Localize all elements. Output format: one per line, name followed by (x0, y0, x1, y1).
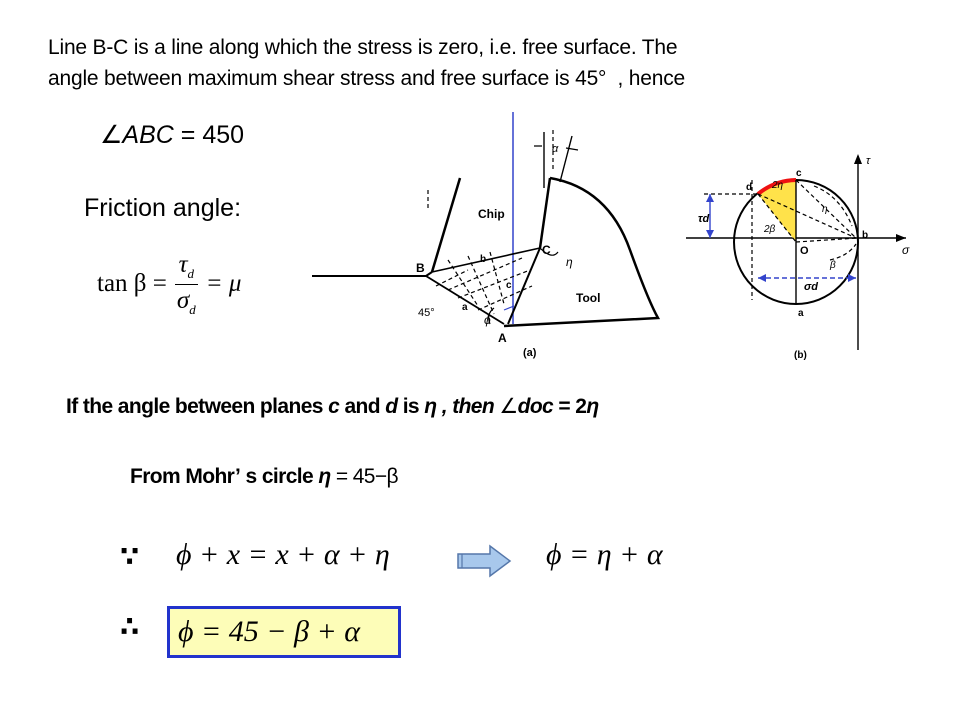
planes-eta: η (424, 395, 437, 418)
angle-abc-statement (100, 120, 244, 150)
mohr-label-b: b (862, 230, 869, 241)
tau-subscript: d (187, 265, 195, 281)
sigma-subscript: d (189, 301, 196, 317)
mohr-label-d: d (746, 182, 753, 193)
stress-fraction (173, 251, 200, 318)
mohr-statement (130, 465, 398, 489)
label-plane-b: b (480, 254, 487, 265)
label-tool: Tool (576, 291, 601, 305)
caption-b: (b) (794, 350, 807, 361)
fraction-numerator (175, 251, 198, 285)
label-eta: η (566, 255, 573, 269)
planes-doc: doc (517, 395, 554, 418)
mohr-text-1: From Mohr’ s circle (130, 465, 319, 488)
mohr-label-c: c (796, 168, 802, 179)
mohr-label-sigma-d: σd (804, 281, 819, 293)
intro-line-2: angle between maximum shear stress and free surface is 45° , hence (48, 67, 685, 90)
mohr-label-2beta: 2β (764, 224, 776, 235)
label-phi: ϕ (484, 313, 491, 327)
mohr-label-origin: O (800, 245, 809, 257)
planes-text-3: is (397, 395, 425, 418)
label-plane-c: c (506, 280, 512, 291)
equation-1: ϕ + x = x + α + η (176, 538, 390, 571)
mohr-label-2eta: 2η (772, 180, 784, 191)
label-chip: Chip (478, 207, 505, 221)
mohr-label-tau-d: τd (698, 213, 710, 225)
mohr-eta: η (318, 465, 331, 488)
planes-text-5: = 2 (553, 395, 587, 418)
planes-angle-symbol: ∠ (499, 395, 518, 418)
result-box (167, 606, 401, 658)
angle-name: ABC (122, 121, 174, 149)
cutting-slip-line-diagram (308, 110, 688, 366)
intro-line-1: Line B-C is a line along which the stress is zero, i.e. free surface. The (48, 36, 678, 59)
mohr-text-2: = 45−β (330, 465, 399, 488)
angle-value: = 450 (173, 121, 245, 149)
planes-text-4: , then (436, 395, 500, 418)
tan-rhs: = μ (205, 270, 242, 297)
right-arrow-icon (456, 544, 512, 578)
plane-c: c (328, 395, 340, 418)
equation-result: ϕ = 45 − β + α (178, 615, 360, 648)
planes-text-2: and (339, 395, 386, 418)
label-alpha: α (552, 143, 559, 155)
caption-a: (a) (523, 347, 537, 359)
planes-eta-2: η (586, 395, 599, 418)
label-point-b: B (416, 261, 425, 275)
label-45-degrees: 45° (418, 307, 435, 319)
planes-statement (66, 394, 599, 419)
axis-tau-label: τ (866, 155, 871, 167)
tan-beta-formula (97, 252, 241, 316)
tan-lhs: tan β = (97, 270, 167, 297)
tau-symbol: τ (178, 250, 188, 278)
axis-sigma-label: σ (902, 243, 910, 257)
mohr-label-eta: η (822, 204, 828, 215)
fraction-denominator (173, 285, 200, 318)
mohr-circle-diagram (680, 150, 920, 364)
friction-angle-label: Friction angle: (84, 194, 242, 222)
plane-d: d (385, 395, 398, 418)
therefore-symbol: ∴ (120, 610, 140, 643)
label-plane-a: a (462, 302, 468, 313)
planes-text-1: If the angle between planes (66, 395, 329, 418)
mohr-label-a: a (798, 308, 804, 319)
equation-2: ϕ = η + α (546, 538, 663, 571)
label-point-a: A (498, 331, 507, 345)
intro-paragraph (48, 32, 685, 94)
sigma-symbol: σ (176, 286, 190, 314)
because-symbol: ∵ (120, 540, 140, 573)
mohr-label-beta: β (830, 260, 836, 271)
angle-symbol: ∠ (100, 121, 123, 149)
label-point-c: C (542, 243, 551, 257)
